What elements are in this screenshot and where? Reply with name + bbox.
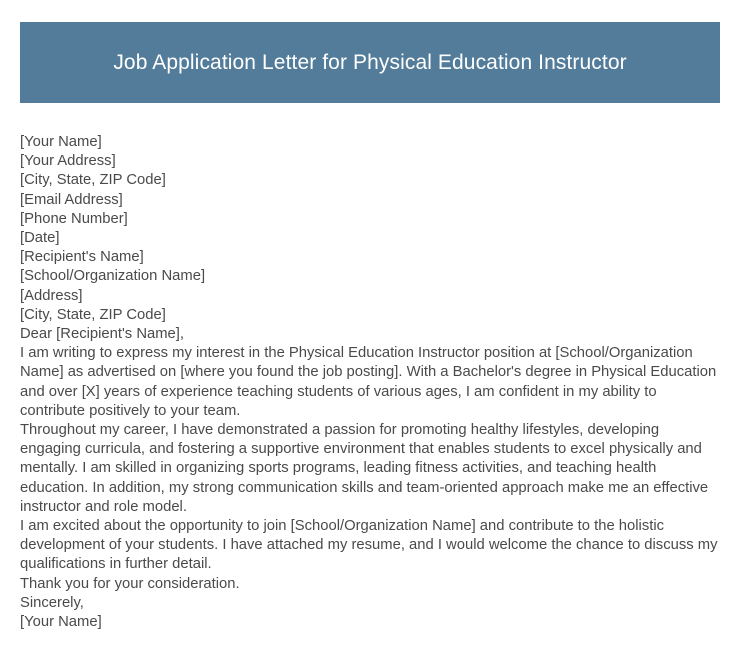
letter-line: [City, State, ZIP Code] (20, 172, 166, 189)
letter-line: Sincerely, (20, 594, 84, 611)
letter-paragraph: I am excited about the opportunity to join [School/Organization Name] and contribute to the holistic development of your students. I have attached my resume, and I would welcome the chance to discuss my qualifications in further detail. (20, 518, 718, 573)
letter-line: Dear [Recipient's Name], (20, 326, 185, 343)
letter-line: [City, State, ZIP Code] (20, 306, 166, 323)
letter-line: [Address] (20, 287, 83, 304)
letter-line: Thank you for your consideration. (20, 575, 240, 592)
letter-body (20, 133, 720, 632)
letter-line: [School/Organization Name] (20, 268, 206, 285)
letter-line: [Your Name] (20, 614, 102, 631)
letter-line: [Phone Number] (20, 210, 128, 227)
letter-line: [Your Address] (20, 153, 116, 170)
letter-line: [Recipient's Name] (20, 249, 144, 266)
letter-paragraph: Throughout my career, I have demonstrated a passion for promoting healthy lifestyles, developing engaging curricula, and fostering a supportive environment that enables students to excel physically and mentally. I am skilled in organizing sports programs, leading fitness activities, and teaching health education. In addition, my strong communication skills and team-oriented approach make me an effective instructor and role model. (20, 422, 709, 515)
letter-paragraph: I am writing to express my interest in the Physical Education Instructor position at [School/Organization Name] as advertised on [where you found the job posting]. With a Bachelor's degree in Physical Education and over [X] years of experience teaching students of various ages, I am confident in my ability to contribute positively to your team. (20, 345, 717, 419)
document-title: Job Application Letter for Physical Education Instructor (113, 50, 627, 74)
letter-line: [Date] (20, 230, 60, 247)
letter-line: [Your Name] (20, 134, 102, 150)
letter-line: [Email Address] (20, 191, 123, 208)
document-header-banner (20, 22, 720, 103)
